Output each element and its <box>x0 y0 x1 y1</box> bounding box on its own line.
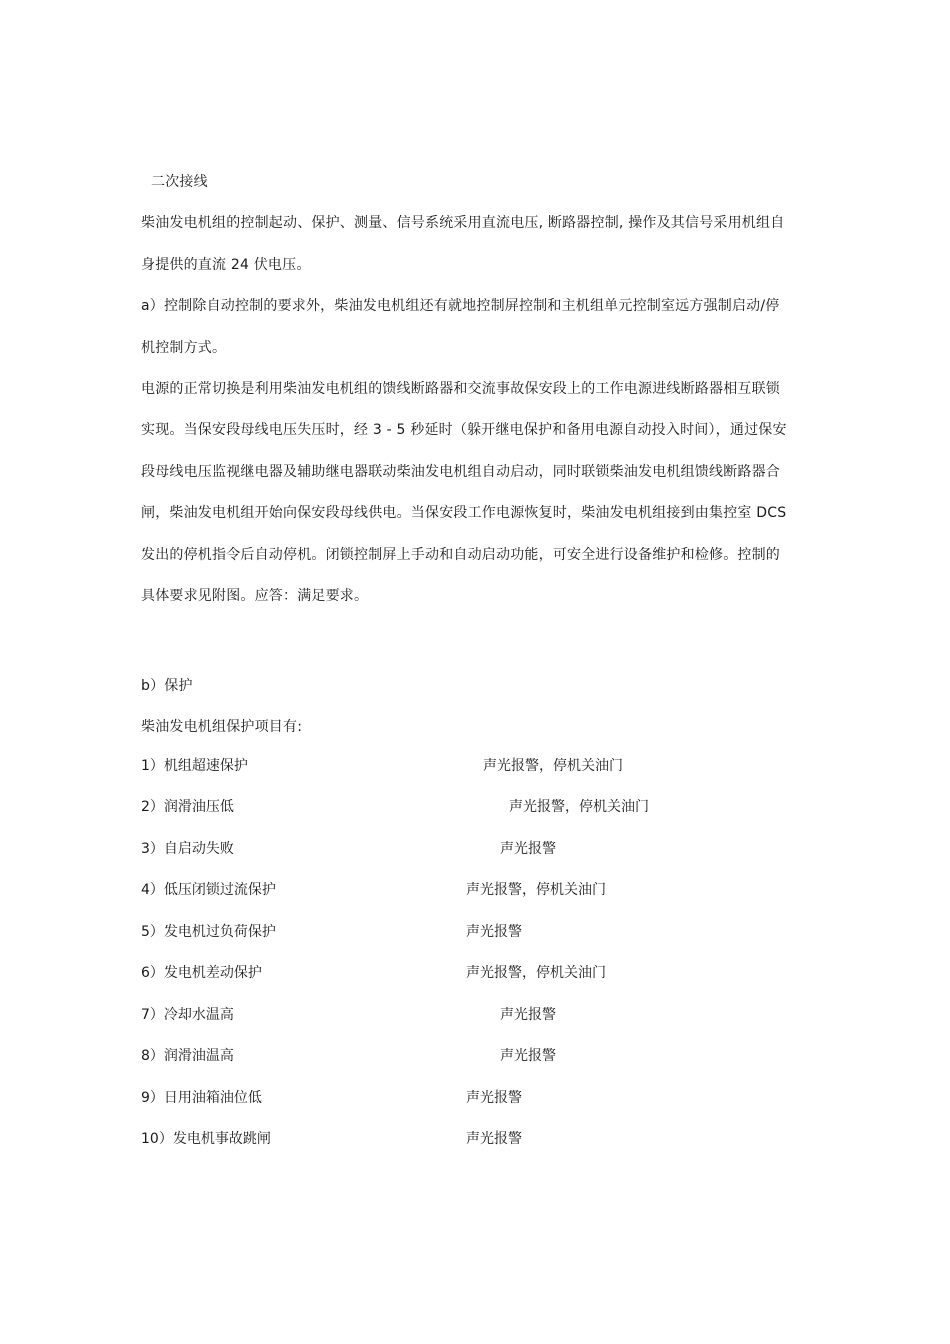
item-action: 声光报警 <box>500 1007 556 1023</box>
item-action: 声光报警 <box>466 1090 522 1106</box>
item-action: 声光报警 <box>500 1048 556 1064</box>
paragraph-line: 闸，柴油发电机组开始向保安段母线供电。当保安段工作电源恢复时，柴油发电机组接到由集控室 DCS <box>141 505 787 521</box>
paragraph-line: 柴油发电机组的控制起动、保护、测量、信号系统采用直流电压, 断路器控制, 操作及其信号采用机组自 <box>141 215 785 231</box>
item-action: 声光报警 <box>500 841 556 857</box>
item-label: 2）润滑油压低 <box>141 799 234 815</box>
item-label: 6）发电机差动保护 <box>141 965 262 981</box>
paragraph-line: a）控制除自动控制的要求外，柴油发电机组还有就地控制屏控制和主机组单元控制室远方强制启动/停 <box>141 298 780 314</box>
paragraph-line: 实现。当保安段母线电压失压时，经 3 - 5 秒延时（躲开继电保护和备用电源自动投入时间），通过保安 <box>141 422 787 438</box>
paragraph-line: 段母线电压监视继电器及辅助继电器联动柴油发电机组自动启动，同时联锁柴油发电机组馈线断路器合 <box>141 464 780 480</box>
paragraph-line: 电源的正常切换是利用柴油发电机组的馈线断路器和交流事故保安段上的工作电源进线断路器相互联锁 <box>141 381 780 397</box>
item-action: 声光报警，停机关油门 <box>466 882 606 898</box>
item-label: 8）润滑油温高 <box>141 1048 234 1064</box>
paragraph-line: 机控制方式。 <box>141 340 227 356</box>
item-label: 7）冷却水温高 <box>141 1007 234 1023</box>
item-action: 声光报警，停机关油门 <box>509 799 649 815</box>
paragraph-line: 身提供的直流 24 伏电压。 <box>141 257 311 273</box>
protection-intro: 柴油发电机组保护项目有: <box>141 719 303 735</box>
paragraph-line: 具体要求见附图。应答：满足要求。 <box>141 588 369 604</box>
item-label: 5）发电机过负荷保护 <box>141 924 276 940</box>
item-label: 10）发电机事故跳闸 <box>141 1131 271 1147</box>
item-label: 3）自启动失败 <box>141 841 234 857</box>
item-label: 4）低压闭锁过流保护 <box>141 882 276 898</box>
paragraph-line: 发出的停机指令后自动停机。闭锁控制屏上手动和自动启动功能，可安全进行设备维护和检修。控制的 <box>141 547 780 563</box>
item-label: 1）机组超速保护 <box>141 758 248 774</box>
item-action: 声光报警 <box>466 1131 522 1147</box>
item-action: 声光报警，停机关油门 <box>466 965 606 981</box>
section-title: 二次接线 <box>151 174 208 190</box>
item-action: 声光报警，停机关油门 <box>483 758 623 774</box>
protection-heading: b）保护 <box>141 678 193 694</box>
item-action: 声光报警 <box>466 924 522 940</box>
item-label: 9）日用油箱油位低 <box>141 1090 262 1106</box>
